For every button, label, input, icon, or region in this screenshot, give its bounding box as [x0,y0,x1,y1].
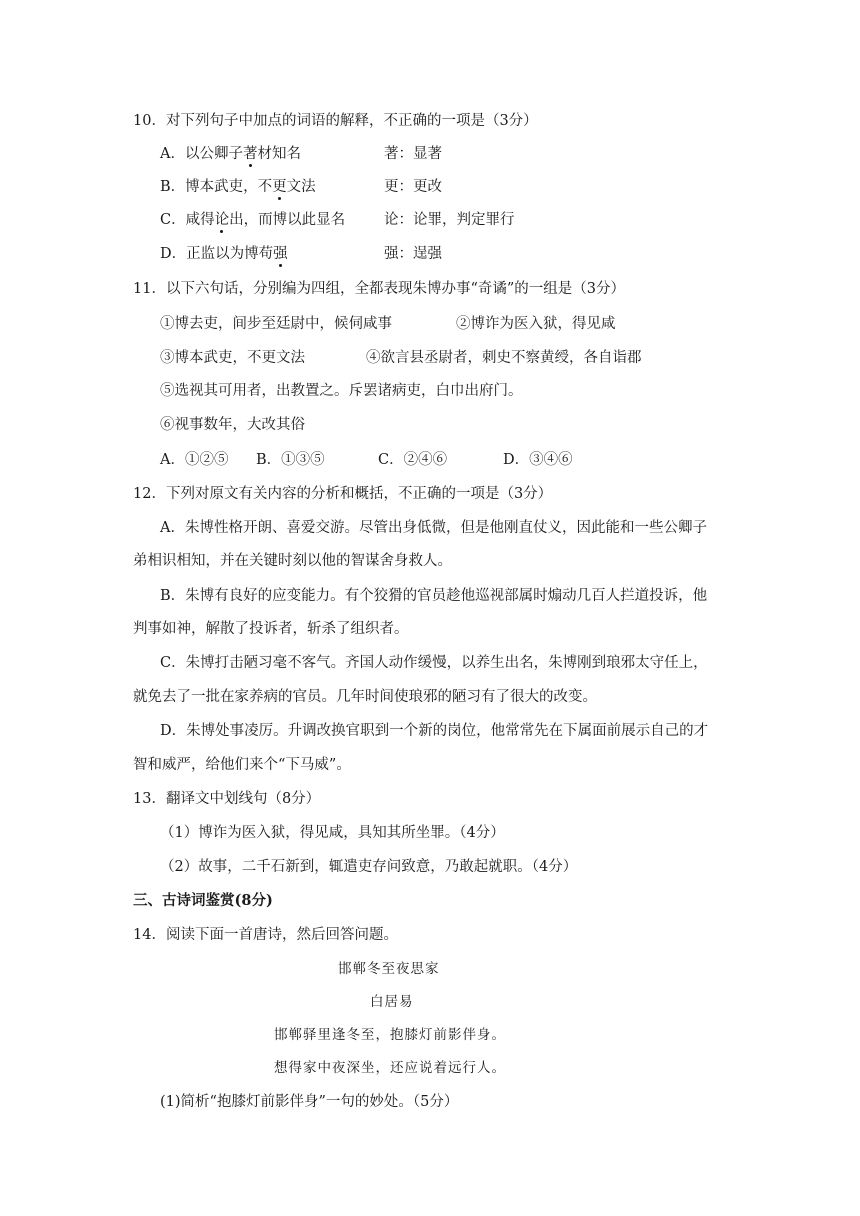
section-heading: 三、古诗词鉴赏(8分) [133,892,273,909]
q12-option-c-line2: 就免去了一批在家养病的官员。几年时间使琅邪的陋习有了很大的改变。 [133,689,597,705]
dotted-word: 著 [242,146,258,162]
poem-author: 白居易 [370,994,414,1010]
q11-item-2: ②博诈为医入狱，得见咸 [456,316,616,332]
q11-stem: 11．以下六句话，分别编为四组，全都表现朱博办事“奇谲”的一组是（3分） [133,281,625,297]
poem-title: 邯郸冬至夜思家 [338,961,440,977]
q11-choice-a: A．①②⑤ [160,452,229,468]
q10-option-b [160,177,316,197]
q13-sentence-2: （2）故事，二千石新到，辄遣吏存问致意，乃敢起就职。（4分） [160,859,578,875]
option-text-post: 出，而博以此显名 [229,212,346,228]
q10-option-d-explanation: 强：逞强 [384,246,442,262]
q10-option-c [160,210,345,230]
dotted-word: 论 [214,212,230,228]
q12-option-c-line1: C．朱博打击陋习毫不客气。齐国人动作缓慢，以养生出名，朱博刚到琅邪太守任上， [160,655,708,671]
q11-item-3: ③博本武吏，不更文法 [160,350,305,366]
q13-sentence-1: （1）博诈为医入狱，得见咸，具知其所坐罪。（4分） [160,825,505,841]
option-text-pre: A．以公卿子 [160,146,243,162]
poem-line-1: 邯郸驿里逢冬至，抱膝灯前影伴身。 [274,1027,506,1043]
q12-option-a-line1: A．朱博性格开朗、喜爱交游。尽管出身低微，但是他刚直仗义，因此能和一些公卿子 [160,520,707,536]
poem-line-2: 想得家中夜深坐，还应说着远行人。 [274,1060,506,1076]
q11-choice-d: D．③④⑥ [503,452,573,468]
q12-option-d-line1: D．朱博处事凌厉。升调改换官职到一个新的岗位，他常常先在下属面前展示自己的才 [160,723,709,739]
dotted-word: 更 [272,179,287,195]
q12-option-a-line2: 弟相识相知，并在关键时刻以他的智谋舍身救人。 [133,553,452,569]
q10-option-a-explanation: 著：显著 [384,146,442,162]
q11-choice-b: B．①③⑤ [256,452,325,468]
q12-option-d-line2: 智和威严，给他们来个“下马威”。 [133,757,351,773]
q11-item-6: ⑥视事数年，大改其俗 [160,417,305,433]
q13-stem: 13．翻译文中划线句（8分） [133,791,321,807]
q12-stem: 12．下列对原文有关内容的分析和概括，不正确的一项是（3分） [133,486,553,502]
q11-choice-c: C．②④⑥ [378,452,448,468]
q12-option-b-line2: 判事如神，解散了投诉者，斩杀了组织者。 [133,621,409,637]
q14-stem: 14．阅读下面一首唐诗，然后回答问题。 [133,927,398,943]
q11-item-1: ①博去吏，间步至廷尉中，候伺咸事 [160,316,392,332]
q11-item-4: ④欲言县丞尉者，刺史不察黄绶，各自诣郡 [366,350,642,366]
q10-option-d [160,244,288,264]
option-text-pre: B．博本武吏，不 [160,179,273,195]
dotted-word: 强 [273,246,288,262]
q10-option-b-explanation: 更：更改 [384,179,442,195]
option-text-pre: C．咸得 [160,212,215,228]
q10-option-a [160,144,301,164]
q11-item-5: ⑤选视其可用者，出教置之。斥罢诸病吏，白巾出府门。 [160,383,523,399]
q12-option-b-line1: B．朱博有良好的应变能力。有个狡猾的官员趁他巡视部属时煽动几百人拦道投诉，他 [160,588,708,604]
q10-option-c-explanation: 论：论罪，判定罪行 [384,212,515,228]
q10-stem: 10．对下列句子中加点的词语的解释，不正确的一项是（3分） [133,113,538,129]
option-text-post: 文法 [286,179,316,195]
option-text-post: 材知名 [257,146,301,162]
q14-subquestion-1: (1)简析“抱膝灯前影伴身”一句的妙处。（5分） [160,1094,459,1110]
option-text-pre: D．正监以为博苟 [160,246,274,262]
